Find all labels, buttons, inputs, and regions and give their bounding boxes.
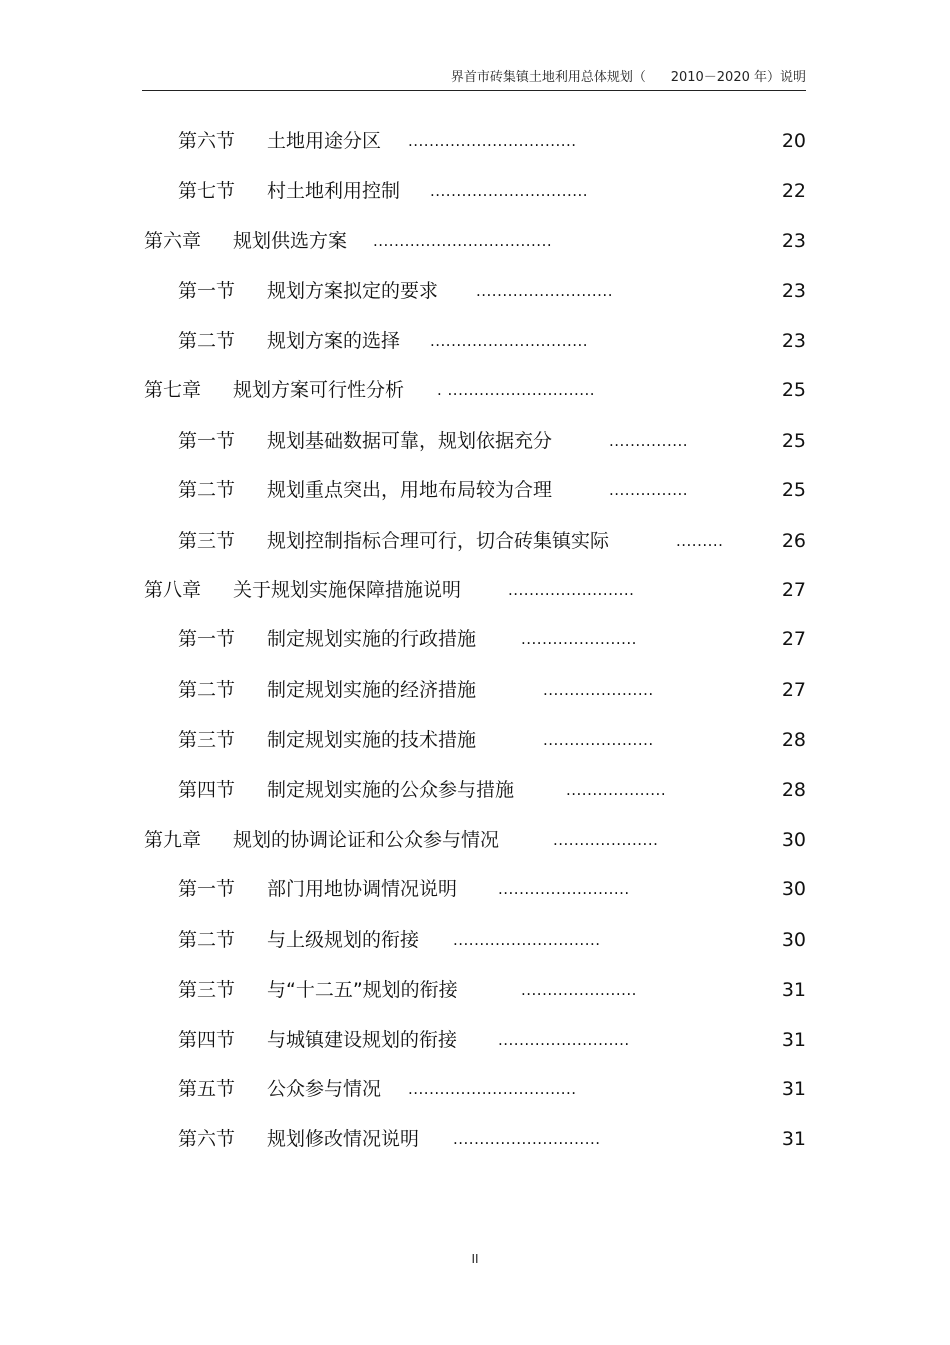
toc-entry-page: 23 (781, 330, 806, 352)
toc-entry[interactable] (0, 1124, 950, 1154)
toc-entry-page: 27 (781, 679, 806, 701)
toc-entry-title: 制定规划实施的经济措施 (267, 679, 477, 701)
toc-entry[interactable] (0, 925, 950, 955)
toc-entry-page: 23 (781, 280, 806, 302)
toc-entry-leader: ...................... (521, 630, 637, 648)
toc-entry-leader: ......................... (498, 880, 630, 898)
toc-entry[interactable] (0, 675, 950, 705)
toc-entry[interactable] (0, 975, 950, 1005)
toc-entry-title: 规划控制指标合理可行，切合砖集镇实际 (267, 530, 610, 552)
toc-entry-leader: .............................. (430, 182, 589, 200)
toc-entry-title: 规划方案可行性分析 (233, 379, 405, 401)
toc-entry-number: 第一节 (178, 628, 236, 650)
toc-entry-title: 与城镇建设规划的衔接 (267, 1029, 458, 1051)
toc-entry[interactable] (0, 276, 950, 306)
toc-entry-number: 第二节 (178, 479, 236, 501)
toc-entry[interactable] (0, 176, 950, 206)
toc-entry-leader: ................................ (408, 132, 577, 150)
header-title-part1: 界首市砖集镇土地利用总体规划（ (450, 70, 646, 85)
page-number: II (471, 1252, 479, 1266)
toc-entry-page: 30 (781, 829, 806, 851)
toc-entry[interactable] (0, 624, 950, 654)
toc-entry[interactable] (0, 426, 950, 456)
toc-entry-number: 第六节 (178, 1128, 236, 1150)
toc-entry-leader: ................... (566, 781, 667, 799)
toc-entry-title: 与上级规划的衔接 (267, 929, 420, 951)
toc-entry[interactable] (0, 1025, 950, 1055)
header-title-part2: 2010－2020 年）说明 (670, 70, 806, 85)
toc-entry-title: 规划供选方案 (233, 230, 348, 252)
toc-entry-title: 规划修改情况说明 (267, 1128, 420, 1150)
toc-entry[interactable] (0, 874, 950, 904)
toc-entry-number: 第五节 (178, 1078, 236, 1100)
toc-entry-leader: ............... (609, 432, 689, 450)
toc-entry-page: 30 (781, 929, 806, 951)
toc-entry-leader: ......... (676, 532, 724, 550)
toc-entry-title: 与“十二五”规划的衔接 (267, 979, 458, 1001)
toc-entry-title: 关于规划实施保障措施说明 (233, 579, 462, 601)
toc-entry[interactable] (0, 326, 950, 356)
toc-entry-title: 规划重点突出，用地布局较为合理 (267, 479, 553, 501)
toc-entry-title: 土地用途分区 (267, 130, 382, 152)
toc-entry-number: 第二节 (178, 929, 236, 951)
toc-entry-page: 30 (781, 878, 806, 900)
toc-entry-page: 31 (781, 1128, 806, 1150)
toc-entry-number: 第三节 (178, 530, 236, 552)
toc-entry[interactable] (0, 375, 950, 405)
toc-entry-title: 制定规划实施的技术措施 (267, 729, 477, 751)
toc-entry[interactable] (0, 126, 950, 156)
toc-entry-number: 第一节 (178, 430, 236, 452)
toc-entry-page: 31 (781, 1029, 806, 1051)
toc-entry-leader: ..................... (543, 681, 654, 699)
toc-entry[interactable] (0, 475, 950, 505)
toc-entry-number: 第三节 (178, 729, 236, 751)
toc-entry-number: 第二节 (178, 679, 236, 701)
toc-entry-title: 村土地利用控制 (267, 180, 401, 202)
toc-entry-number: 第六节 (178, 130, 236, 152)
toc-entry-leader: ............................ (453, 1130, 601, 1148)
toc-entry-page: 25 (781, 379, 806, 401)
toc-entry-leader: ...................... (521, 981, 637, 999)
toc-entry[interactable] (0, 725, 950, 755)
toc-entry-number: 第四节 (178, 1029, 236, 1051)
toc-entry-title: 部门用地协调情况说明 (267, 878, 458, 900)
toc-entry-title: 规划方案的选择 (267, 330, 401, 352)
toc-entry-page: 23 (781, 230, 806, 252)
toc-entry[interactable] (0, 226, 950, 256)
toc-entry-leader: ............... (609, 481, 689, 499)
toc-entry-page: 26 (781, 530, 806, 552)
toc-entry-number: 第一节 (178, 280, 236, 302)
toc-entry-page: 31 (781, 979, 806, 1001)
toc-entry-page: 31 (781, 1078, 806, 1100)
toc-entry-page: 20 (781, 130, 806, 152)
toc-entry-leader: ............................ (453, 931, 601, 949)
toc-entry[interactable] (0, 526, 950, 556)
toc-entry-page: 28 (781, 779, 806, 801)
toc-entry-number: 第三节 (178, 979, 236, 1001)
toc-entry-number: 第七章 (144, 379, 202, 401)
toc-entry-number: 第六章 (144, 230, 202, 252)
toc-entry[interactable] (0, 775, 950, 805)
toc-entry[interactable] (0, 1074, 950, 1104)
toc-entry-page: 25 (781, 430, 806, 452)
toc-entry-leader: . ............................ (437, 381, 596, 399)
toc-entry-page: 27 (781, 579, 806, 601)
toc-entry[interactable] (0, 575, 950, 605)
toc-entry-number: 第四节 (178, 779, 236, 801)
toc-entry-number: 第一节 (178, 878, 236, 900)
toc-entry-title: 制定规划实施的行政措施 (267, 628, 477, 650)
toc-entry-number: 第九章 (144, 829, 202, 851)
toc-entry-leader: .................... (553, 831, 659, 849)
toc-entry-title: 规划基础数据可靠，规划依据充分 (267, 430, 553, 452)
toc-entry-leader: ................................ (408, 1080, 577, 1098)
toc-entry-number: 第八章 (144, 579, 202, 601)
toc-entry-leader: ..................... (543, 731, 654, 749)
toc-entry-leader: .......................... (476, 282, 613, 300)
toc-entry-page: 28 (781, 729, 806, 751)
toc-entry-page: 27 (781, 628, 806, 650)
toc-entry-number: 第七节 (178, 180, 236, 202)
toc-entry-title: 制定规划实施的公众参与措施 (267, 779, 515, 801)
toc-entry-title: 规划的协调论证和公众参与情况 (233, 829, 500, 851)
toc-entry-page: 25 (781, 479, 806, 501)
toc-entry[interactable] (0, 825, 950, 855)
toc-entry-leader: .............................. (430, 332, 589, 350)
toc-entry-number: 第二节 (178, 330, 236, 352)
toc-entry-leader: .................................. (373, 232, 553, 250)
toc-entry-page: 22 (781, 180, 806, 202)
toc-entry-title: 公众参与情况 (267, 1078, 382, 1100)
toc-entry-title: 规划方案拟定的要求 (267, 280, 439, 302)
toc-entry-leader: ........................ (508, 581, 635, 599)
toc-entry-leader: ......................... (498, 1031, 630, 1049)
